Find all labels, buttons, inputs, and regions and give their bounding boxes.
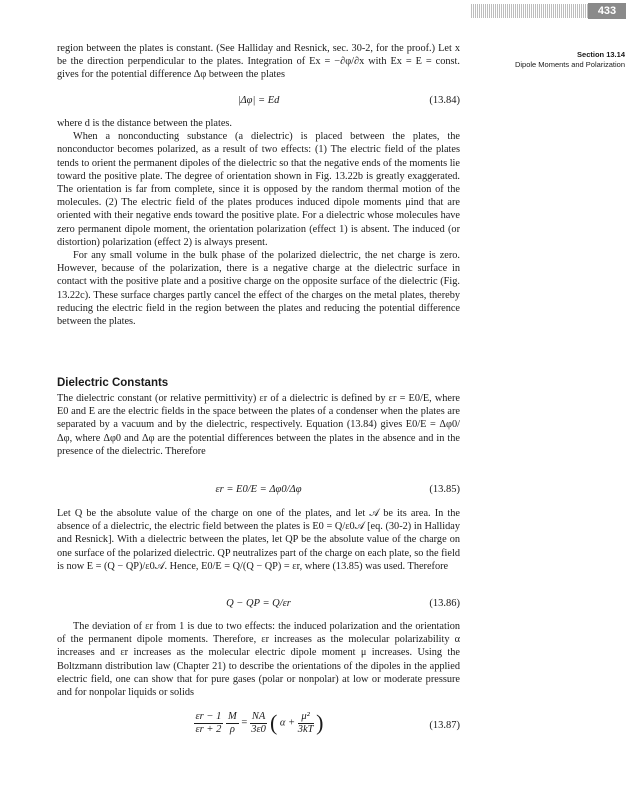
equation-label: (13.86) [429,598,460,609]
na-denominator: 3ε0 [251,723,266,735]
equation-expr: Q − QP = Q/εr [226,598,291,609]
section-number: Section 13.14 [577,50,625,59]
eps-fraction [194,711,224,736]
equation-label: (13.87) [429,720,460,731]
paragraph-2-text: where d is the distance between the plates. [57,118,232,129]
equation-label: (13.84) [429,95,460,106]
paragraph-7 [57,620,460,699]
section-title: Dipole Moments and Polarization [514,60,625,69]
page-number: 433 [588,3,626,19]
na-fraction [250,711,267,736]
rho-denominator: ρ [229,723,235,735]
eps-denominator: εr + 2 [195,723,222,735]
equation-13-86 [57,598,460,612]
equation-13-87 [57,710,460,746]
equation-label: (13.85) [429,484,460,495]
paragraph-6-text: Let Q be the absolute value of the charge on one of the plates, and let 𝒜 be its area. In the absence of a dielectric, the electric field between the plates is E0 = Q/ε0𝒜 [eq. (30-2) in Halliday and Resnick]. With a dielectric between the plates, let QP be the absolute value of the charge on one surface of the polarized dielectric. QP neutralizes part of the charge on each plate, so the field is now E = (Q − QP)/ε0𝒜. Hence, E0/E = Q/(Q − QP) = εr, where (13.85) was used. Therefore [57,508,460,572]
section-heading: Dielectric Constants [57,377,169,389]
equation-13-84 [57,95,460,109]
paragraph-3-text: When a nonconducting substance (a dielectric) is placed between the plates, the nonconductor becomes polarized, as a result of two effects: (1) The electric field of the plates tends to orient the permanent dipoles of the dielectric so that the negative ends of the moments lie toward the positive plate. The degree of orientation shown in Fig. 13.22b is greatly exaggerated. The orientation is far from complete, since it is opposed by the random thermal motion of the molecules. (2) The electric field of the plates produces induced dipole moments μind that are oriented with their negative ends toward the positive plate. For a dielectric whose molecules have zero permanent dipole moment, the orientation polarization (effect 1) is absent. The induced (or distortion) polarization (effect 2) is always present. [57,131,460,248]
paragraph-6 [57,507,460,573]
paren-close: ) [316,710,324,735]
na-numerator: NA [251,710,266,722]
equation-expr [57,710,460,736]
mu-fraction [298,711,314,736]
m-rho-fraction [226,711,239,736]
paragraph-5 [57,392,460,458]
paragraph-5-text: The dielectric constant (or relative permittivity) εr of a dielectric is defined by εr = E0/E, where E0 and E are the electric fields in the space between the plates of a condenser when the plates are separated by a vacuum and by the dielectric, respectively. Equation (13.84) gives E0/E = Δφ0/Δφ, where Δφ0 and Δφ are the potential differences between the plates in the absence and in the presence of the dielectric. Therefore [57,393,460,457]
paren-open: ( [269,710,278,735]
eps-numerator: εr − 1 [195,710,222,722]
equation-expr: εr = E0/E = Δφ0/Δφ [215,484,302,495]
paragraph-1 [57,42,460,82]
paragraph-1-text: region between the plates is constant. (See Halliday and Resnick, sec. 30-2, for the proof.) Let x be the direction perpendicular to the plates. Integration of Ex = −∂φ/∂x with Ex = E = const. gives for the potential difference Δφ between the plates [57,43,460,81]
equals-sign: = [241,717,248,729]
mu-numerator: μ² [298,711,314,724]
m-numerator: M [227,710,237,722]
mu-denominator: 3kT [297,723,314,735]
equation-13-85 [57,484,460,498]
paragraph-7-text: The deviation of εr from 1 is due to two effects: the induced polarization and the orientation of the permanent dipole moments. Therefore, εr increases as the molecular polarizability α increases and εr increases as the molecular electric dipole moment μ increases. Using the Boltzmann distribution law (Chapter 21) to describe the orientations of the dipoles in the applied electric field, one can show that for pure gases (polar or nonpolar) at low or moderate pressure and for nonpolar liquids or solids [57,621,460,699]
alpha-term: α + [279,717,296,729]
equation-expr: |Δφ| = Ed [237,95,280,106]
paragraph-4-text: For any small volume in the bulk phase of the polarized dielectric, the net charge is zero. However, because of the polarization, there is a negative charge at the dielectric surface in contact with the positive plate and a positive charge on the opposite surface of the dielectric (Fig. 13.22c). These surface charges partly cancel the effect of the charges on the metal plates, thereby reducing the electric field in the region between the plates and reducing the potential difference between the plates. [57,250,460,328]
paragraph-2 [57,117,460,328]
